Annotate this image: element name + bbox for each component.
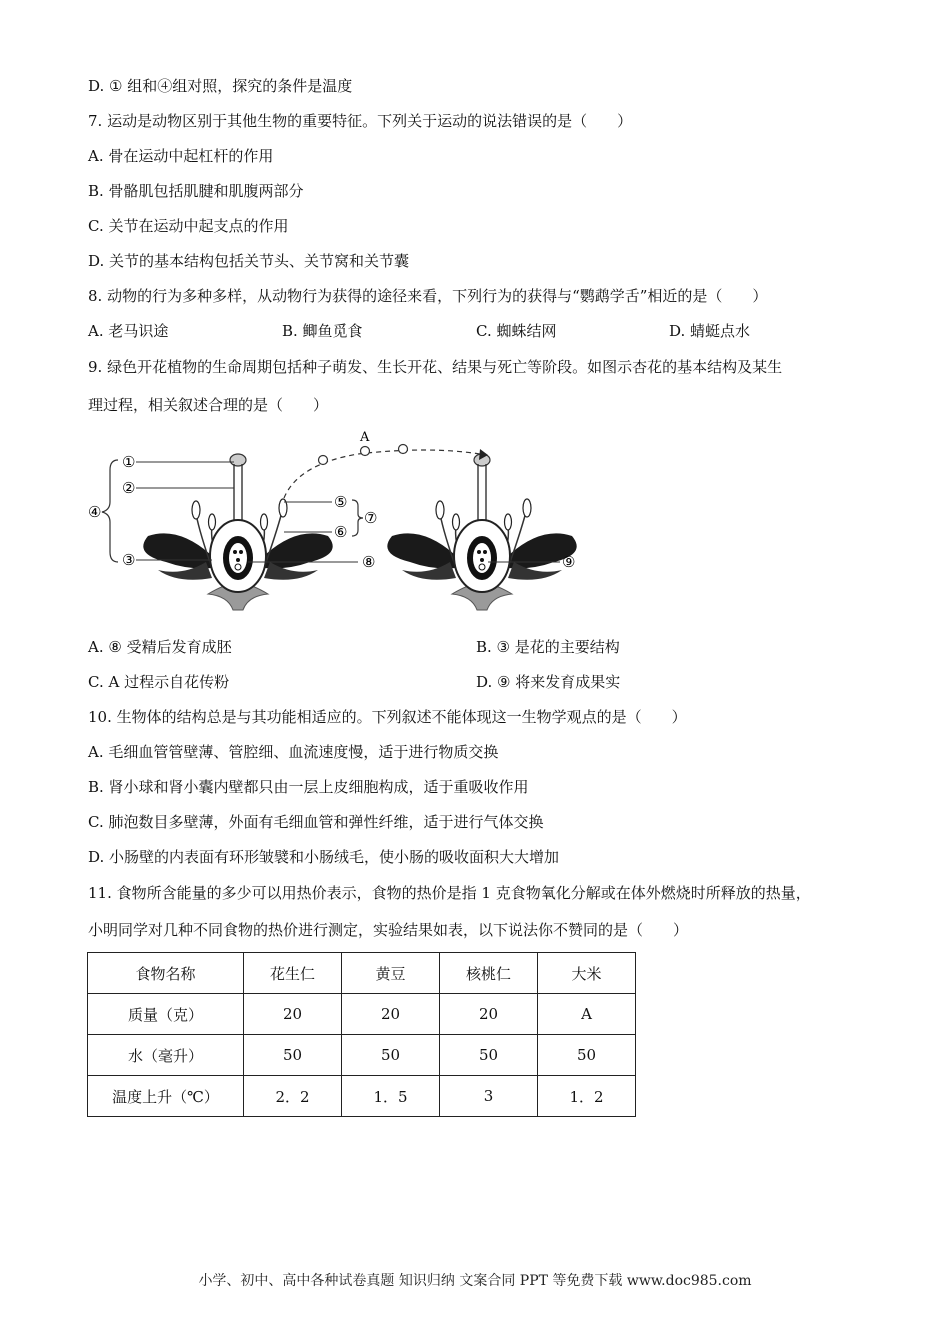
q8-option-b: B. 鲫鱼觅食 [282,322,363,340]
q7-option-c: C. 关节在运动中起支点的作用 [88,217,289,235]
right-flower [387,454,576,610]
table-row [88,994,636,1035]
table-cell: 黄豆 [342,953,440,994]
table-cell: 3 [440,1076,538,1117]
question-9-line-2: 理过程，相关叙述合理的是（ ） [88,396,329,414]
label-8: ⑧ [362,553,376,571]
q10-option-a: A. 毛细血管管壁薄、管腔细、血流速度慢，适于进行物质交换 [88,743,499,761]
question-10: 10. 生物体的结构总是与其功能相适应的。下列叙述不能体现这一生物学观点的是（ ） [88,708,687,726]
table-row [88,1035,636,1076]
q8-option-d: D. 蜻蜓点水 [669,322,751,340]
label-3: ③ [122,551,136,569]
table-cell: 1．2 [538,1076,636,1117]
label-5: ⑤ [334,493,348,511]
question-11-line-2: 小明同学对几种不同食物的热价进行测定，实验结果如表，以下说法你不赞同的是（ ） [88,921,689,939]
label-9: ⑨ [562,553,576,571]
table-cell: 20 [440,994,538,1035]
q10-option-c: C. 肺泡数目多壁薄，外面有毛细血管和弹性纤维，适于进行气体交换 [88,813,544,831]
question-7: 7. 运动是动物区别于其他生物的重要特征。下列关于运动的说法错误的是（ ） [88,112,633,130]
table-cell: 质量（克） [88,994,244,1035]
q7-option-b: B. 骨骼肌包括肌腱和肌腹两部分 [88,182,304,200]
table-cell: 食物名称 [88,953,244,994]
q9-option-d: D. ⑨ 将来发育成果实 [476,673,621,691]
table-cell: 水（毫升） [88,1035,244,1076]
table-cell: 20 [342,994,440,1035]
q7-option-d: D. 关节的基本结构包括关节头、关节窝和关节囊 [88,252,410,270]
table-cell: 50 [244,1035,342,1076]
label-1: ① [122,453,136,471]
q8-option-c: C. 蜘蛛结网 [476,322,557,340]
table-cell: 核桃仁 [440,953,538,994]
label-7: ⑦ [364,509,378,527]
table-cell: 2．2 [244,1076,342,1117]
question-9-line-1: 9. 绿色开花植物的生命周期包括种子萌发、生长开花、结果与死亡等阶段。如图示杏花的基本结构及某生 [88,358,783,376]
arrow-label-a: A [360,430,370,445]
table-cell: 50 [538,1035,636,1076]
table-row [88,953,636,994]
food-heat-value-table [87,952,636,1117]
q9-option-b: B. ③ 是花的主要结构 [476,638,620,656]
label-4: ④ [88,503,102,521]
label-2: ② [122,479,136,497]
q10-option-b: B. 肾小球和肾小囊内壁都只由一层上皮细胞构成，适于重吸收作用 [88,778,529,796]
q8-option-a: A. 老马识途 [88,322,169,340]
flower-structure-diagram [88,430,588,616]
table-cell: 20 [244,994,342,1035]
question-11-line-1: 11. 食物所含能量的多少可以用热价表示，食物的热价是指 1 克食物氧化分解或在体外燃烧时所释放的热量， [88,884,811,902]
label-6: ⑥ [334,523,348,541]
table-cell: 1．5 [342,1076,440,1117]
q9-option-a: A. ⑧ 受精后发育成胚 [88,638,232,656]
table-row [88,1076,636,1117]
q6-option-d: D. ① 组和④组对照，探究的条件是温度 [88,77,353,95]
table-cell: 大米 [538,953,636,994]
q9-option-c: C. A 过程示自花传粉 [88,673,230,691]
table-cell: 50 [440,1035,538,1076]
q7-option-a: A. 骨在运动中起杠杆的作用 [88,147,274,165]
table-cell: A [538,994,636,1035]
question-8: 8. 动物的行为多种多样，从动物行为获得的途径来看，下列行为的获得与“鹦鹉学舌”相近的是（ ） [88,287,768,305]
q10-option-d: D. 小肠壁的内表面有环形皱襞和小肠绒毛，使小肠的吸收面积大大增加 [88,848,560,866]
table-cell: 50 [342,1035,440,1076]
pollination-arrow [284,450,480,498]
table-cell: 温度上升（℃） [88,1076,244,1117]
table-cell: 花生仁 [244,953,342,994]
page-footer: 小学、初中、高中各种试卷真题 知识归纳 文案合同 PPT 等免费下载 www.doc985.com [198,1273,752,1289]
